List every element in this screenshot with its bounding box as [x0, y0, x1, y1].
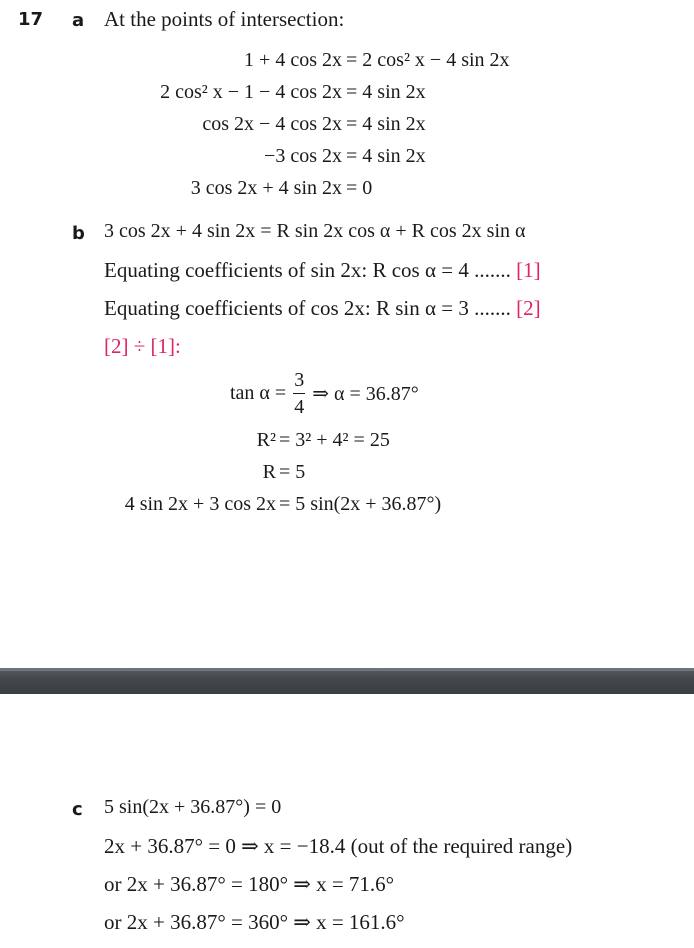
part-b-equation-1-text: Equating coefficients of sin 2x: R cos α = 4 ....... [104, 258, 511, 282]
question-number: 17 [18, 9, 44, 30]
part-a-line-3-lhs: cos 2x − 4 cos 2x [202, 113, 342, 135]
part-a-label: a [72, 10, 85, 31]
part-c-label: c [72, 799, 83, 820]
part-c-line-3: or 2x + 36.87° = 180° ⇒ x = 71.6° [104, 872, 395, 896]
tan-numerator: 3 [293, 370, 305, 394]
part-a-line-3-rhs: = 4 sin 2x [346, 113, 426, 135]
part-b-divide-step: [2] ÷ [1]: [104, 334, 181, 358]
part-b-equation-2-text: Equating coefficients of cos 2x: R sin α = 3 ....... [104, 296, 511, 320]
part-a-line-5-lhs: 3 cos 2x + 4 sin 2x [190, 177, 342, 199]
page-separator [0, 668, 694, 694]
part-a-line-1-rhs: = 2 cos² x − 4 sin 2x [346, 49, 510, 71]
tan-lhs: tan α = [230, 382, 287, 404]
part-a-line-2-lhs: 2 cos² x − 1 − 4 cos 2x [160, 81, 342, 103]
tan-fraction [293, 370, 305, 417]
part-a-line-5-rhs: = 0 [346, 177, 373, 199]
part-c-line-4: or 2x + 36.87° = 360° ⇒ x = 161.6° [104, 910, 405, 934]
part-c-line-1: 5 sin(2x + 36.87°) = 0 [104, 796, 282, 818]
tan-denominator: 4 [294, 396, 305, 418]
part-a-line-1-lhs: 1 + 4 cos 2x [244, 49, 342, 71]
r-lhs: R [262, 461, 276, 483]
part-b-identity: 3 cos 2x + 4 sin 2x = R sin 2x cos α + R cos 2x sin α [104, 220, 526, 242]
part-a-line-4-lhs: −3 cos 2x [264, 145, 342, 167]
part-b-equation-1 [104, 258, 541, 283]
equation-2-tag: [2] [516, 296, 541, 320]
part-a-intro: At the points of intersection: [104, 7, 345, 31]
result-lhs: 4 sin 2x + 3 cos 2x [124, 493, 276, 515]
part-c-line-2: 2x + 36.87° = 0 ⇒ x = −18.4 (out of the required range) [104, 834, 573, 858]
r-rhs: = 5 [279, 461, 306, 483]
part-b-tan-line [230, 370, 419, 417]
part-b-equation-2 [104, 296, 541, 321]
r-squared-lhs: R² [256, 429, 276, 451]
part-a-line-2-rhs: = 4 sin 2x [346, 81, 426, 103]
result-rhs: = 5 sin(2x + 36.87°) [279, 493, 442, 515]
part-b-label: b [72, 223, 85, 244]
equation-1-tag: [1] [516, 258, 541, 282]
tan-rhs: ⇒ α = 36.87° [312, 383, 419, 405]
r-squared-rhs: = 3² + 4² = 25 [279, 429, 390, 451]
part-a-line-4-rhs: = 4 sin 2x [346, 145, 426, 167]
